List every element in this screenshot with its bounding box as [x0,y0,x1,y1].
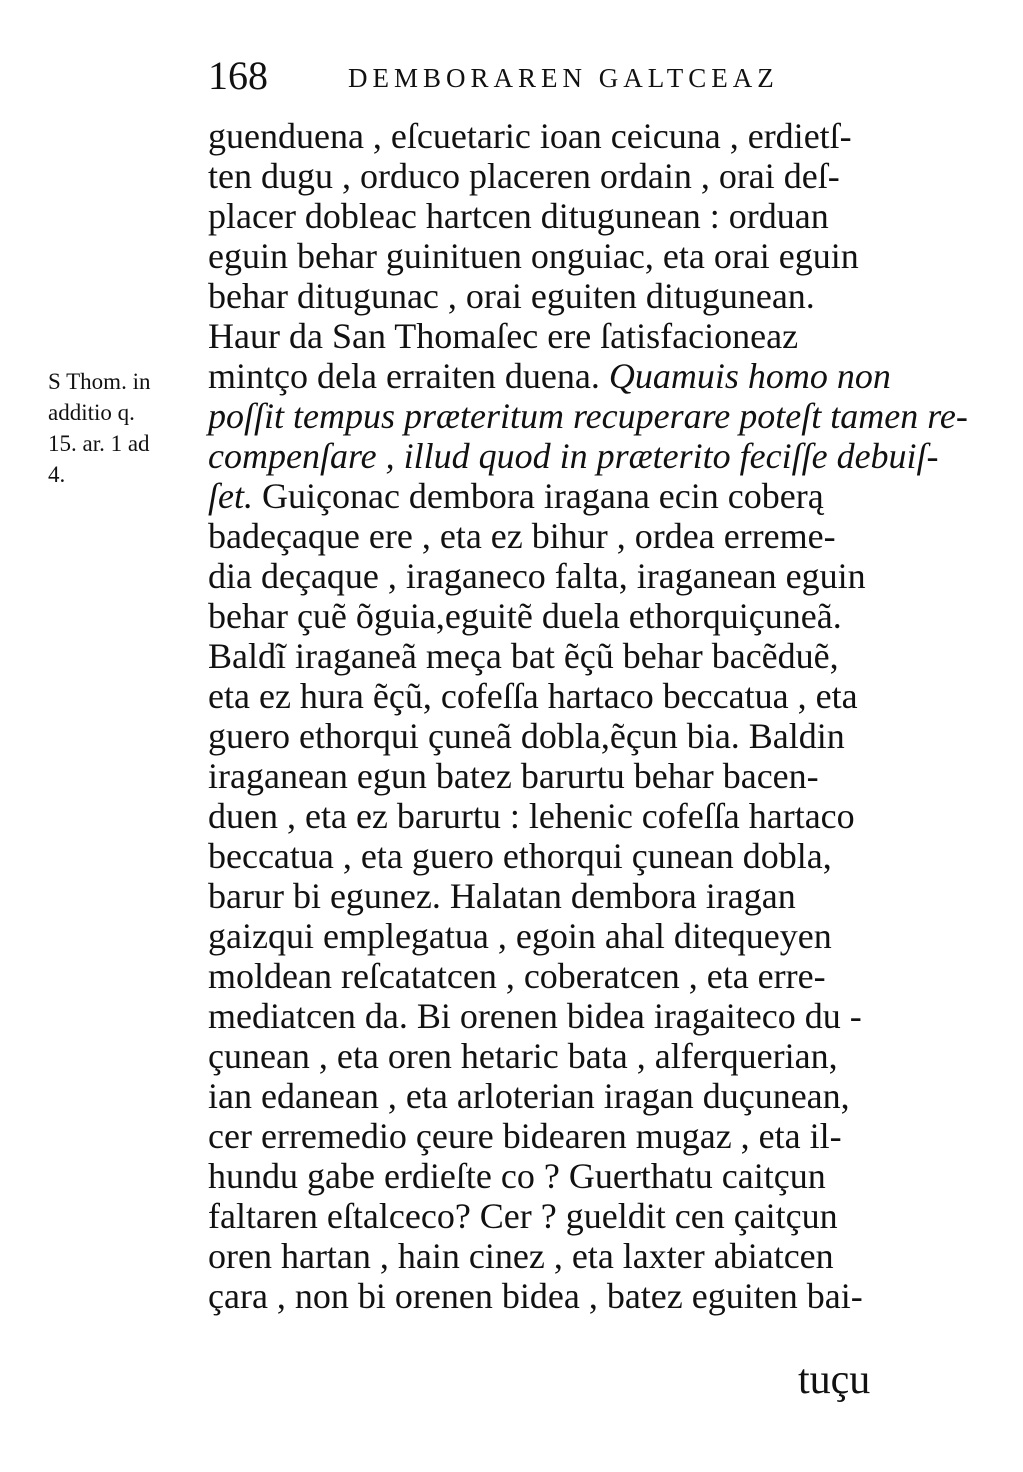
text-line: hundu gabe erdieſte co ? Guerthatu caitçun [208,1156,826,1196]
text-line: gaizqui emplegatua , egoin ahal ditequeyen [208,916,832,956]
margin-note-line: 15. ar. 1 ad [48,431,150,456]
text-line: barur bi egunez. Halatan dembora iragan [208,876,796,916]
text-line: behar çuẽ õguia,eguitẽ duela ethorquiçuneã. [208,596,842,636]
text-line: eta ez hura ẽçũ, cofeſſa hartaco beccatua , eta [208,676,858,716]
margin-note-line: 4. [48,462,66,487]
text-line: behar ditugunac , orai eguiten ditugunean. [208,276,815,316]
text-line: badeçaque ere , eta ez bihur , ordea erreme- [208,516,836,556]
catchword: tuçu [798,1357,871,1403]
roman-text-fragment: Guiçonac dembora iragana ecin coberą [261,476,824,516]
text-line: ten dugu , orduco placeren ordain , orai deſ- [208,156,840,196]
text-line: iraganean egun batez barurtu behar bacen- [208,756,819,796]
latin-quote-line: compenſare , illud quod in præterito feciſſe debuiſ- [208,436,939,476]
text-line: çara , non bi orenen bidea , batez eguiten bai- [208,1276,863,1316]
main-text [208,116,968,1316]
latin-quote-fragment: ſet. [208,476,253,516]
latin-quote-line: poſſit tempus præteritum recuperare poteſt tamen re- [208,396,968,436]
running-title: DEMBORAREN GALTCEAZ [348,63,779,93]
margin-note [48,366,208,490]
text-line: duen , eta ez barurtu : lehenic cofeſſa hartaco [208,796,855,836]
text-line: moldean reſcatatcen , coberatcen , eta erre- [208,956,826,996]
text-line: mediatcen da. Bi orenen bidea iragaiteco du - [208,996,862,1036]
running-head [208,52,928,100]
page-number: 168 [208,53,268,98]
latin-quote-fragment: Quamuis homo non [608,356,891,396]
mixed-text-line [208,356,928,396]
text-line: Haur da San Thomaſec ere ſatisfacioneaz [208,316,799,356]
text-line: guero ethorqui çuneã dobla,ẽçun bia. Baldin [208,716,845,756]
text-line: ian edanean , eta arloterian iragan duçunean, [208,1076,850,1116]
text-line: placer dobleac hartcen ditugunean : orduan [208,196,829,236]
text-line: cer erremedio çeure bidearen mugaz , eta il- [208,1116,842,1156]
text-line: oren hartan , hain cinez , eta laxter abiatcen [208,1236,834,1276]
margin-note-line: S Thom. in [48,369,151,394]
text-line: Baldĩ iraganeã meça bat ẽçũ behar bacẽduẽ, [208,636,839,676]
text-line: faltaren eſtalceco? Cer ? gueldit cen çaitçun [208,1196,838,1236]
text-line: eguin behar guinituen onguiac, eta orai eguin [208,236,859,276]
text-line: dia deçaque , iraganeco falta, iraganean eguin [208,556,866,596]
text-line: guenduena , eſcuetaric ioan ceicuna , erdietſ- [208,116,852,156]
roman-text-fragment: mintço dela erraiten duena. [208,356,600,396]
text-line: beccatua , eta guero ethorqui çunean dobla, [208,836,832,876]
mixed-text-line [208,476,928,516]
margin-note-line: additio q. [48,400,135,425]
text-line: çunean , eta oren hetaric bata , alferquerian, [208,1036,838,1076]
